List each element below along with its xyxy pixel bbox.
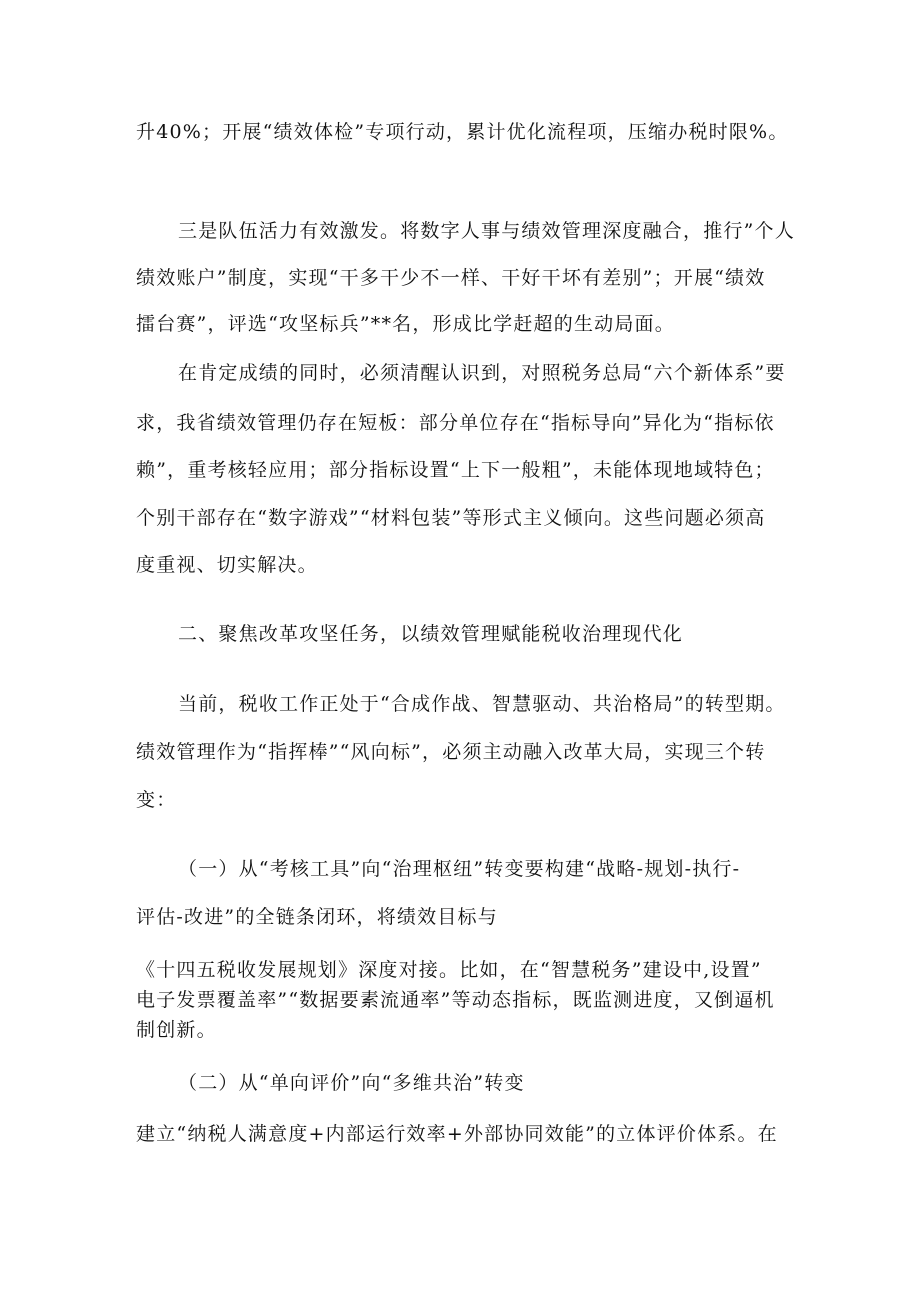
text-line: 变： — [136, 789, 177, 811]
text-line: 电子发票覆盖率”“数据要素流通率”等动态指标，既监测进度，又倒逼机 — [136, 989, 775, 1011]
text-line: 在肯定成绩的同时，必须清醒认识到，对照税务总局“六个新体系”要 — [178, 362, 786, 384]
text-line: 升40%；开展“绩效体检”专项行动，累计优化流程项，压缩办税时限%。 — [136, 121, 789, 143]
text-line: 《十四五税收发展规划》深度对接。比如，在“智慧税务”建设中,设置” — [136, 959, 762, 981]
text-line: 擂台赛”，评选“攻坚标兵”**名，形成比学赶超的生动局面。 — [136, 313, 675, 335]
text-line: 绩效管理作为“指挥棒”“风向标”，必须主动融入改革大局，实现三个转 — [136, 741, 766, 763]
text-line: 赖”，重考核轻应用；部分指标设置“上下一般粗”，未能体现地域特色； — [136, 459, 775, 481]
section-heading: 二、聚焦改革攻坚任务，以绩效管理赋能税收治理现代化 — [178, 623, 684, 645]
text-line: 三是队伍活力有效激发。将数字人事与绩效管理深度融合，推行”个人 — [178, 220, 795, 242]
text-line: 个别干部存在“数字游戏”“材料包装”等形式主义倾向。这些问题必须高 — [136, 507, 766, 529]
subsection-heading: （二）从“单向评价”向“多维共治”转变 — [178, 1072, 525, 1094]
text-line: 评估-改进”的全链条闭环，将绩效目标与 — [136, 906, 498, 928]
text-line: 建立“纳税人满意度+内部运行效率+外部协同效能”的立体评价体系。在 — [136, 1123, 778, 1145]
text-line: 当前，税收工作正处于“合成作战、智慧驱动、共治格局”的转型期。 — [178, 693, 786, 715]
text-line: 制创新。 — [136, 1019, 217, 1041]
text-line: 度重视、切实解决。 — [136, 554, 318, 576]
text-line: 求，我省绩效管理仍存在短板：部分单位存在“指标导向”异化为“指标依 — [136, 412, 775, 434]
subsection-heading: （一）从“考核工具”向“治理枢纽”转变要构建“战略-规划-执行- — [178, 858, 741, 880]
text-line: 绩效账户”制度，实现“干多干少不一样、干好干坏有差别”；开展“绩效 — [136, 267, 766, 289]
